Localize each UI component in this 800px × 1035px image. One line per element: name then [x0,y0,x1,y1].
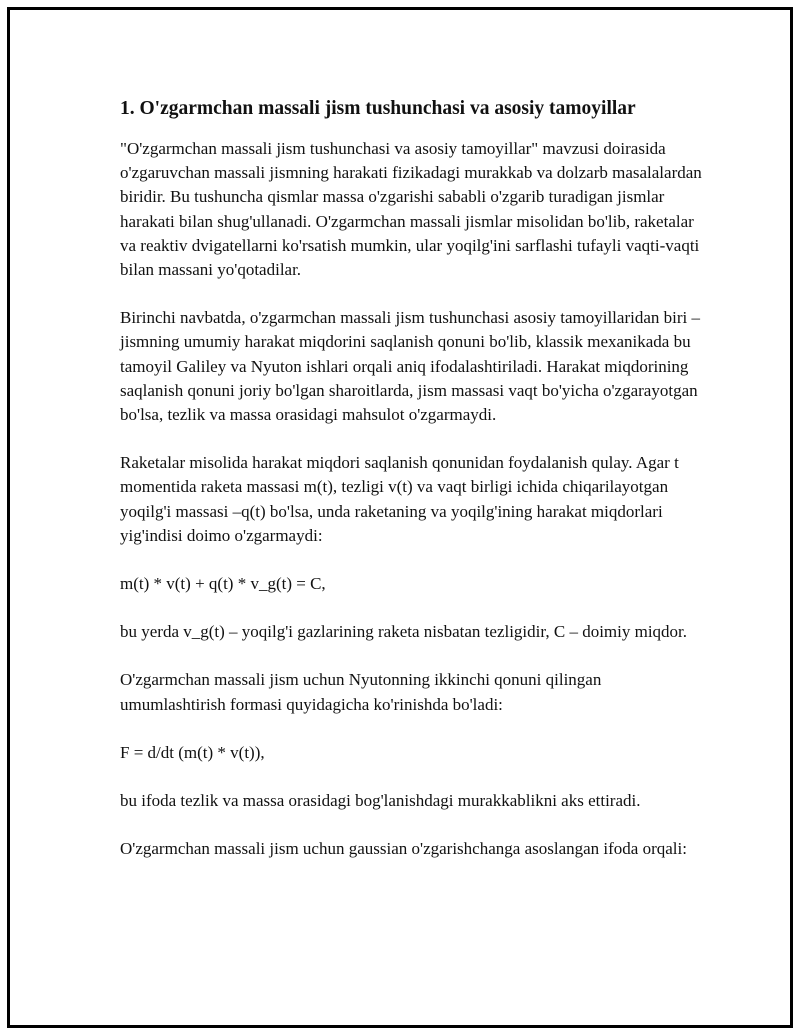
paragraph-newton-explanation: bu ifoda tezlik va massa orasidagi bog'lanishdagi murakkablikni aks ettiradi. [120,791,641,811]
paragraph-newton: O'zgarmchan massali jism uchun Nyutonning ikkinchi qonuni qilingan umumlashtirish formasi quyidagicha ko'rinishda bo'ladi: [120,670,602,714]
formula-momentum: m(t) * v(t) + q(t) * v_g(t) = C, [120,574,326,594]
formula-newton: F = d/dt (m(t) * v(t)), [120,742,265,762]
document-body [120,97,710,885]
section-heading: 1. O'zgarmchan massali jism tushunchasi va asosiy tamoyillar [120,98,636,119]
paragraph-intro: "O'zgarmchan massali jism tushunchasi va asosiy tamoyillar" mavzusi doirasida o'zgaruvchan massali jismning harakati fizikadagi murakkab va dolzarb masalalardan biridir. Bu tushuncha qismlar massa o'zgarishi sababli o'zgarib turadigan jismlar harakati bilan shug'ullanadi. O'zgarmchan massali jismlar misolidan bo'lib, raketalar va reaktiv dvigatellarni ko'rsatish mumkin, ular yoqilg'ini sarflashi tufayli vaqti-vaqti bilan massani yo'qotadilar. [120,139,702,280]
paragraph-gaussian: O'zgarmchan massali jism uchun gaussian o'zgarishchanga asoslangan ifoda orqali: [120,839,687,859]
paragraph-momentum: Birinchi navbatda, o'zgarmchan massali jism tushunchasi asosiy tamoyillaridan biri – jismning umumiy harakat miqdorini saqlanish qonuni bo'lib, klassik mexanikada bu tamoyil Galiley va Nyuton ishlari orqali aniq ifodalashtiriladi. Harakat miqdorining saqlanish qonuni joriy bo'lgan sharoitlarda, jism massasi vaqt bo'yicha o'zgarayotgan bo'lsa, tezlik va massa orasidagi mahsulot o'zgarmaydi. [120,308,700,425]
paragraph-formula-explanation: bu yerda v_g(t) – yoqilg'i gazlarining raketa nisbatan tezligidir, C – doimiy miqdor. [120,622,688,642]
paragraph-rocket: Raketalar misolida harakat miqdori saqlanish qonunidan foydalanish qulay. Agar t momentida raketa massasi m(t), tezligi v(t) va vaqt birligi ichida chiqarilayotgan yoqilg'i massasi –q(t) bo'lsa, unda raketaning va yoqilg'ining harakat miqdorlari yig'indisi doimo o'zgarmaydi: [120,453,679,545]
page-frame [7,7,793,1028]
